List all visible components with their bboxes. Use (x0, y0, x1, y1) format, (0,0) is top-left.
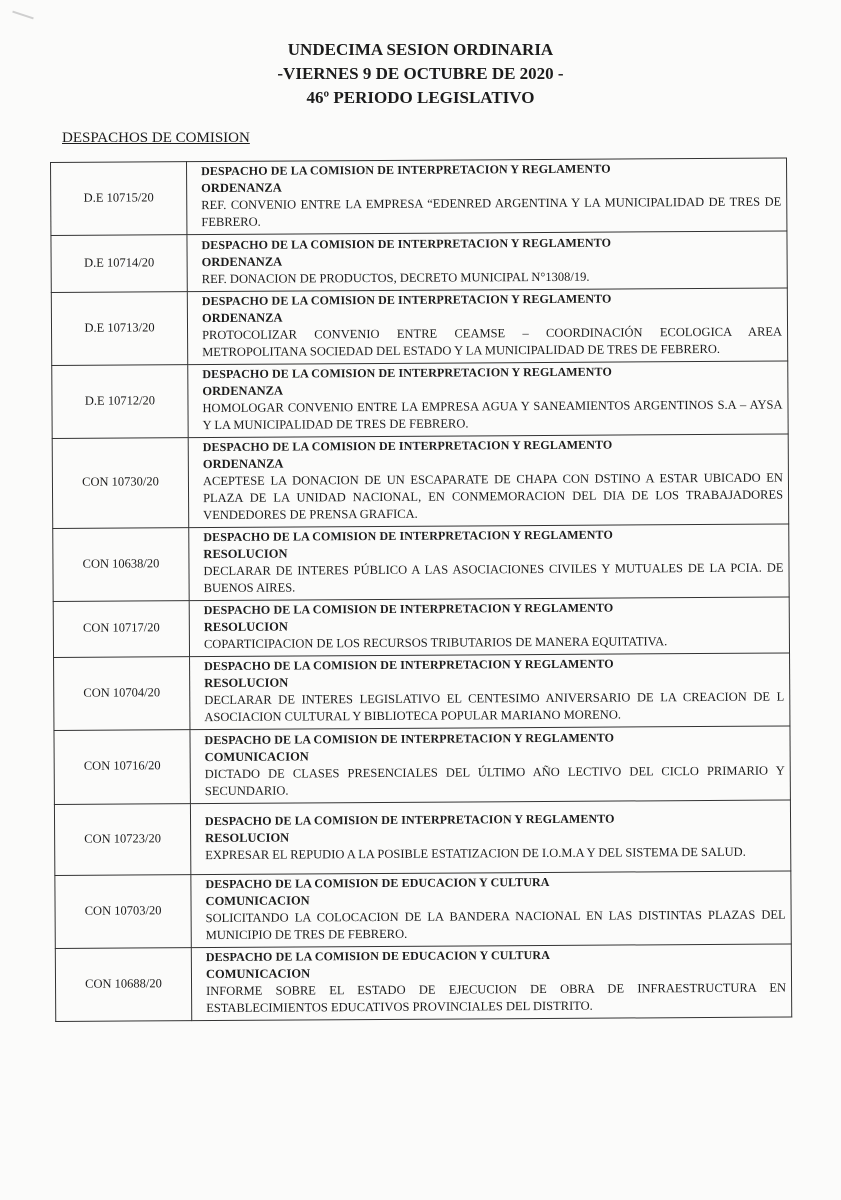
despacho-description: REF. CONVENIO ENTRE LA EMPRESA “EDENRED ARGENTINA Y LA MUNICIPALIDAD DE TRES DE FEBRERO. (201, 194, 782, 230)
committee-title: DESPACHO DE LA COMISION DE EDUCACION Y CULTURA (205, 947, 550, 965)
despacho-type: RESOLUCION (204, 675, 289, 691)
despacho-content (187, 231, 787, 292)
committee-title: DESPACHO DE LA COMISION DE INTERPRETACION Y REGLAMENTO (201, 291, 612, 309)
committee-title: DESPACHO DE LA COMISION DE INTERPRETACION Y REGLAMENTO (203, 527, 613, 545)
despacho-description: SOLICITANDO LA COLOCACION DE LA BANDERA NACIONAL EN LAS DISTINTAS PLAZAS DEL MUNICIPIO DE TRES DE FEBRERO. (205, 907, 786, 943)
table-row (54, 726, 790, 804)
despacho-description: COPARTICIPACION DE LOS RECURSOS TRIBUTARIOS DE MANERA EQUITATIVA. (203, 634, 668, 652)
despacho-type: ORDENANZA (202, 383, 284, 399)
despacho-description: DECLARAR DE INTERES LEGISLATIVO EL CENTESIMO ANIVERSARIO DE LA CREACION DE L ASOCIACION CULTURAL Y BIBLIOTECA POPULAR MARIANO MORENO. (204, 689, 785, 725)
despacho-type: ORDENANZA (202, 456, 284, 472)
despacho-description: HOMOLOGAR CONVENIO ENTRE LA EMPRESA AGUA Y SANEAMIENTOS ARGENTINOS S.A – AYSA Y LA MUNICIPALIDAD DE TRES DE FEBRERO. (202, 397, 783, 433)
document-header (0, 38, 841, 110)
committee-title: DESPACHO DE LA COMISION DE INTERPRETACION Y REGLAMENTO (202, 364, 612, 382)
session-date: -VIERNES 9 DE OCTUBRE DE 2020 - (277, 64, 564, 83)
despacho-description: DICTADO DE CLASES PRESENCIALES DEL ÚLTIMO AÑO LECTIVO DEL CICLO PRIMARIO Y SECUNDARIO. (204, 763, 785, 798)
expediente-code: CON 10638/20 (53, 528, 189, 602)
despacho-type: COMUNICACION (204, 748, 309, 764)
table-row (55, 944, 791, 1021)
despacho-content (187, 158, 787, 235)
committee-title: DESPACHO DE LA COMISION DE INTERPRETACION Y REGLAMENTO (204, 730, 615, 747)
despacho-type: ORDENANZA (201, 254, 283, 269)
expediente-code: D.E 10713/20 (51, 292, 187, 366)
despacho-type: RESOLUCION (203, 619, 288, 635)
despacho-content (189, 524, 789, 601)
scan-mark (12, 11, 34, 20)
table-row (51, 231, 787, 292)
committee-title: DESPACHO DE LA COMISION DE INTERPRETACION Y REGLAMENTO (204, 811, 615, 828)
table-row (53, 597, 789, 657)
expediente-code: D.E 10714/20 (51, 235, 187, 293)
committee-title: DESPACHO DE LA COMISION DE INTERPRETACION Y REGLAMENTO (201, 235, 612, 252)
committee-title: DESPACHO DE LA COMISION DE EDUCACION Y CULTURA (205, 874, 550, 892)
section-title: DESPACHOS DE COMISION (62, 130, 250, 146)
table-row (51, 158, 787, 235)
despachos-table (50, 157, 792, 1021)
despacho-content (191, 944, 791, 1021)
despacho-type: ORDENANZA (201, 310, 283, 326)
legislative-period: 46º PERIODO LEGISLATIVO (306, 88, 535, 107)
despacho-description: DECLARAR DE INTERES PÚBLICO A LAS ASOCIACIONES CIVILES Y MUTUALES DE LA PCIA. DE BUENOS AIRES. (203, 560, 784, 596)
despacho-content (188, 361, 788, 438)
despacho-description: INFORME SOBRE EL ESTADO DE EJECUCION DE OBRA DE INFRAESTRUCTURA EN ESTABLECIMIENTOS EDUCATIVOS PROVINCIALES DEL DISTRITO. (206, 980, 787, 1016)
despacho-description: PROTOCOLIZAR CONVENIO ENTRE CEAMSE – COORDINACIÓN ECOLOGICA AREA METROPOLITANA SOCIEDAD DEL ESTADO Y LA MUNICIPALIDAD DE TRES DE FEBRERO. (202, 324, 783, 360)
expediente-code: CON 10703/20 (55, 875, 191, 949)
despacho-description: ACEPTESE LA DONACION DE UN ESCAPARATE DE CHAPA CON DSTINO A ESTAR UBICADO EN PLAZA DE LA UNIDAD NACIONAL, EN CONMEMORACION DEL DIA DE LOS TRABAJADORES VENDEDORES DE PRENSA GRAFICA. (202, 470, 784, 523)
expediente-code: CON 10730/20 (52, 438, 189, 529)
despacho-type: RESOLUCION (205, 830, 290, 845)
committee-title: DESPACHO DE LA COMISION DE INTERPRETACION Y REGLAMENTO (203, 600, 614, 618)
despacho-description: REF. DONACION DE PRODUCTOS, DECRETO MUNICIPAL N°1308/19. (201, 269, 590, 286)
table-row (52, 434, 789, 528)
despacho-description: EXPRESAR EL REPUDIO A LA POSIBLE ESTATIZACION DE I.O.M.A Y DEL SISTEMA DE SALUD. (205, 844, 746, 862)
despacho-type: COMUNICACION (205, 893, 310, 909)
expediente-code: CON 10723/20 (54, 804, 190, 876)
despacho-type: ORDENANZA (201, 180, 282, 196)
committee-title: DESPACHO DE LA COMISION DE INTERPRETACION Y REGLAMENTO (202, 437, 613, 455)
committee-title: DESPACHO DE LA COMISION DE INTERPRETACION Y REGLAMENTO (201, 161, 611, 179)
table-row (51, 288, 787, 365)
despacho-content (191, 871, 791, 948)
despacho-type: COMUNICACION (205, 966, 311, 982)
despacho-content (189, 597, 789, 657)
despacho-type: RESOLUCION (203, 546, 288, 562)
session-title: UNDECIMA SESION ORDINARIA (287, 40, 554, 59)
expediente-code: CON 10716/20 (54, 730, 190, 805)
expediente-code: CON 10717/20 (53, 601, 189, 658)
expediente-code: CON 10704/20 (54, 657, 190, 731)
committee-title: DESPACHO DE LA COMISION DE INTERPRETACION Y REGLAMENTO (204, 656, 614, 674)
expediente-code: CON 10688/20 (55, 948, 191, 1022)
despacho-content (190, 653, 790, 730)
table-row (55, 871, 791, 948)
despacho-content (190, 726, 790, 804)
expediente-code: D.E 10715/20 (51, 162, 187, 236)
table-row (54, 653, 790, 730)
despacho-content (190, 800, 790, 875)
table-row (53, 524, 789, 601)
despachos-table-body (51, 158, 792, 1021)
table-row (54, 800, 790, 875)
despacho-content (188, 434, 789, 528)
table-row (52, 361, 788, 438)
despacho-content (187, 288, 787, 365)
expediente-code: D.E 10712/20 (52, 365, 188, 439)
